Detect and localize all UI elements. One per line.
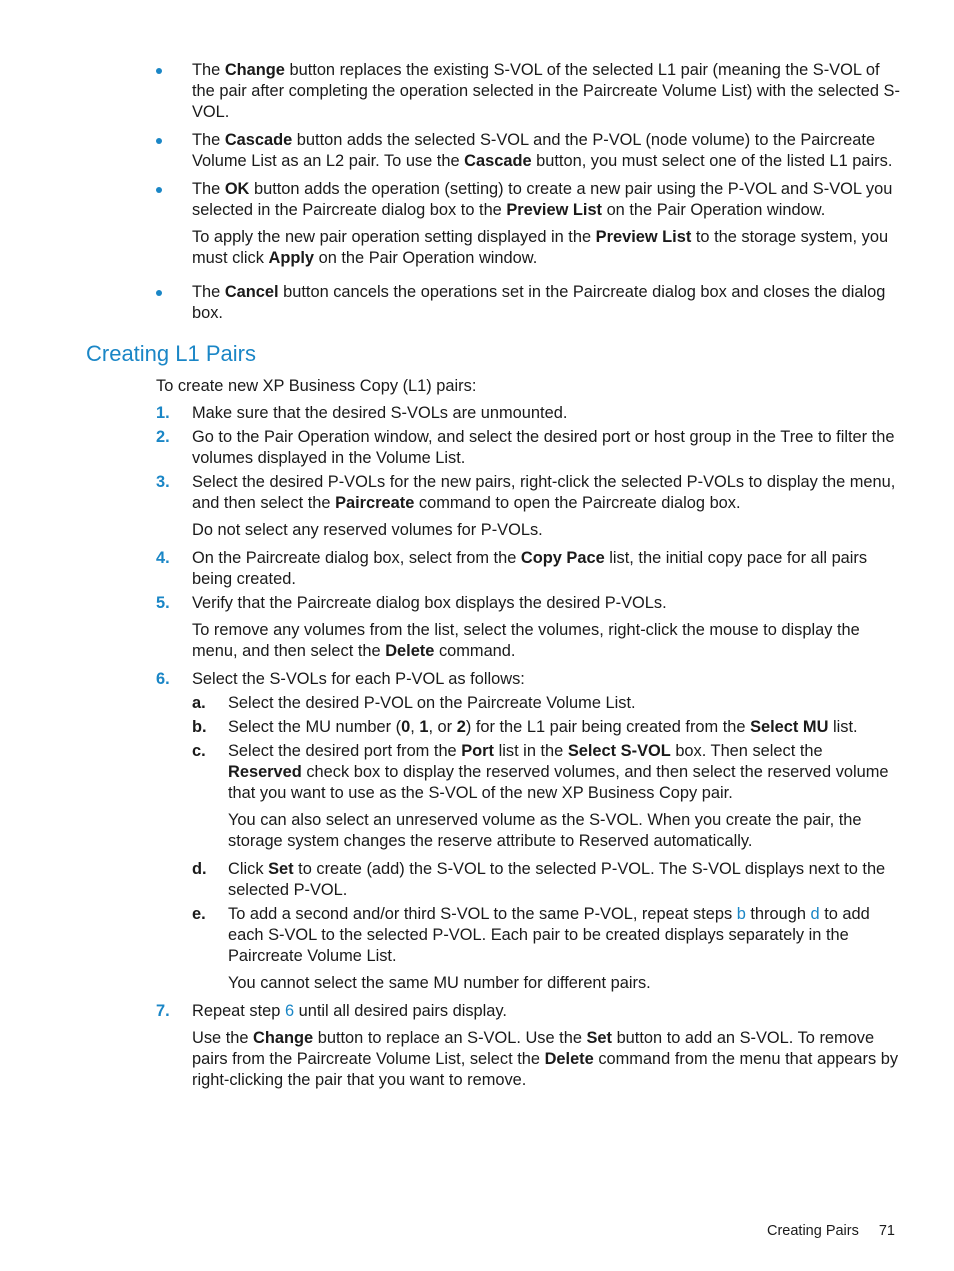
step-3: [156, 472, 900, 541]
bullet-dot: [156, 138, 162, 144]
bullet-text: The OK button adds the operation (setting) to create a new pair using the P-VOL and S-VOL you selected in the Paircreate dialog box to the Preview List on the Pair Operation window.: [192, 180, 893, 219]
page-footer: [767, 1221, 895, 1242]
step-number: 7.: [156, 1002, 170, 1020]
step-text: Go to the Pair Operation window, and select the desired port or host group in the Tree to filter the volumes displayed in the Volume List.: [192, 428, 895, 467]
substep-c: [192, 741, 900, 852]
step-subtext: Do not select any reserved volumes for P-VOLs.: [192, 521, 543, 539]
bullet-list: [156, 60, 900, 331]
step-number: 2.: [156, 428, 170, 446]
bullet-dot: [156, 290, 162, 296]
substep-subtext: You cannot select the same MU number for different pairs.: [228, 974, 651, 992]
step-b-link[interactable]: b: [736, 905, 746, 923]
step-list: [156, 403, 900, 1098]
substep-subtext: You can also select an unreserved volume as the S-VOL. When you create the pair, the storage system changes the reserve attribute to Reserved automatically.: [228, 811, 862, 850]
step-7: [156, 1001, 900, 1091]
step-6-link[interactable]: 6: [284, 1002, 295, 1020]
bullet-subtext: To apply the new pair operation setting displayed in the Preview List to the storage system, you must click Apply on the Pair Operation window.: [192, 228, 889, 267]
step-number: 1.: [156, 404, 170, 422]
substep-a: [192, 693, 900, 714]
bullet-cancel: [156, 282, 900, 324]
bullet-cascade: [156, 130, 900, 172]
intro-text: To create new XP Business Copy (L1) pairs:: [156, 377, 477, 395]
step-text: Verify that the Paircreate dialog box displays the desired P-VOLs.: [192, 594, 667, 612]
step-number: 6.: [156, 670, 170, 688]
step-1: [156, 403, 900, 424]
step-2: [156, 427, 900, 469]
step-text: Select the S-VOLs for each P-VOL as follows:: [192, 670, 525, 688]
bullet-text: The Cancel button cancels the operations set in the Paircreate dialog box and closes the dialog box.: [192, 283, 886, 322]
bullet-text: The Change button replaces the existing S-VOL of the selected L1 pair (meaning the S-VOL of the pair after completing the operation selected in the Paircreate Volume List) with the selected S-VOL.: [192, 61, 900, 121]
step-5: [156, 593, 900, 662]
bullet-ok: [156, 179, 900, 269]
substep-d: [192, 859, 900, 901]
bullet-dot: [156, 68, 162, 74]
substep-b: [192, 717, 900, 738]
substep-list: [192, 693, 900, 994]
step-subtext: Use the Change button to replace an S-VOL. Use the Set button to add an S-VOL. To remove pairs from the Paircreate Volume List, select the Delete command from the menu that appears by right-clicking the pair that you want to remove.: [192, 1029, 899, 1089]
section-heading: Creating L1 Pairs: [86, 341, 256, 366]
substep-text: To add a second and/or third S-VOL to the same P-VOL, repeat steps b through d to add each S-VOL to the selected P-VOL. Each pair to be created displays separately in the Paircreate Volume List.: [228, 905, 870, 965]
bullet-dot: [156, 187, 162, 193]
page-number: 71: [878, 1223, 895, 1239]
step-text: Make sure that the desired S-VOLs are unmounted.: [192, 404, 568, 422]
bullet-text: The Cascade button adds the selected S-VOL and the P-VOL (node volume) to the Paircreate Volume List as an L2 pair. To use the Cascade button, you must select one of the listed L1 pairs.: [192, 131, 893, 170]
step-number: 5.: [156, 594, 170, 612]
step-d-link[interactable]: d: [810, 905, 820, 923]
substep-letter: e.: [192, 905, 206, 923]
step-text: Select the desired P-VOLs for the new pairs, right-click the selected P-VOLs to display the menu, and then select the Paircreate command to open the Paircreate dialog box.: [192, 473, 896, 512]
step-text: On the Paircreate dialog box, select from the Copy Pace list, the initial copy pace for all pairs being created.: [192, 549, 868, 588]
substep-text: Select the desired P-VOL on the Paircreate Volume List.: [228, 694, 636, 712]
substep-letter: a.: [192, 694, 206, 712]
substep-e: [192, 904, 900, 994]
step-number: 3.: [156, 473, 170, 491]
step-text: Repeat step 6 until all desired pairs display.: [192, 1002, 507, 1020]
bullet-change: [156, 60, 900, 123]
substep-letter: c.: [192, 742, 206, 760]
step-number: 4.: [156, 549, 170, 567]
substep-text: Click Set to create (add) the S-VOL to the selected P-VOL. The S-VOL displays next to the selected P-VOL.: [228, 860, 886, 899]
step-4: [156, 548, 900, 590]
substep-text: Select the desired port from the Port list in the Select S-VOL box. Then select the Reserved check box to display the reserved volumes, and then select the reserved volume that you want to use as the S-VOL of the new XP Business Copy pair.: [228, 742, 889, 802]
step-subtext: To remove any volumes from the list, select the volumes, right-click the mouse to display the menu, and then select the Delete command.: [192, 621, 860, 660]
substep-letter: b.: [192, 718, 207, 736]
footer-section-title: Creating Pairs: [766, 1223, 859, 1239]
substep-letter: d.: [192, 860, 207, 878]
step-6: [156, 669, 900, 994]
substep-text: Select the MU number (0, 1, or 2) for the L1 pair being created from the Select MU list.: [228, 718, 858, 736]
